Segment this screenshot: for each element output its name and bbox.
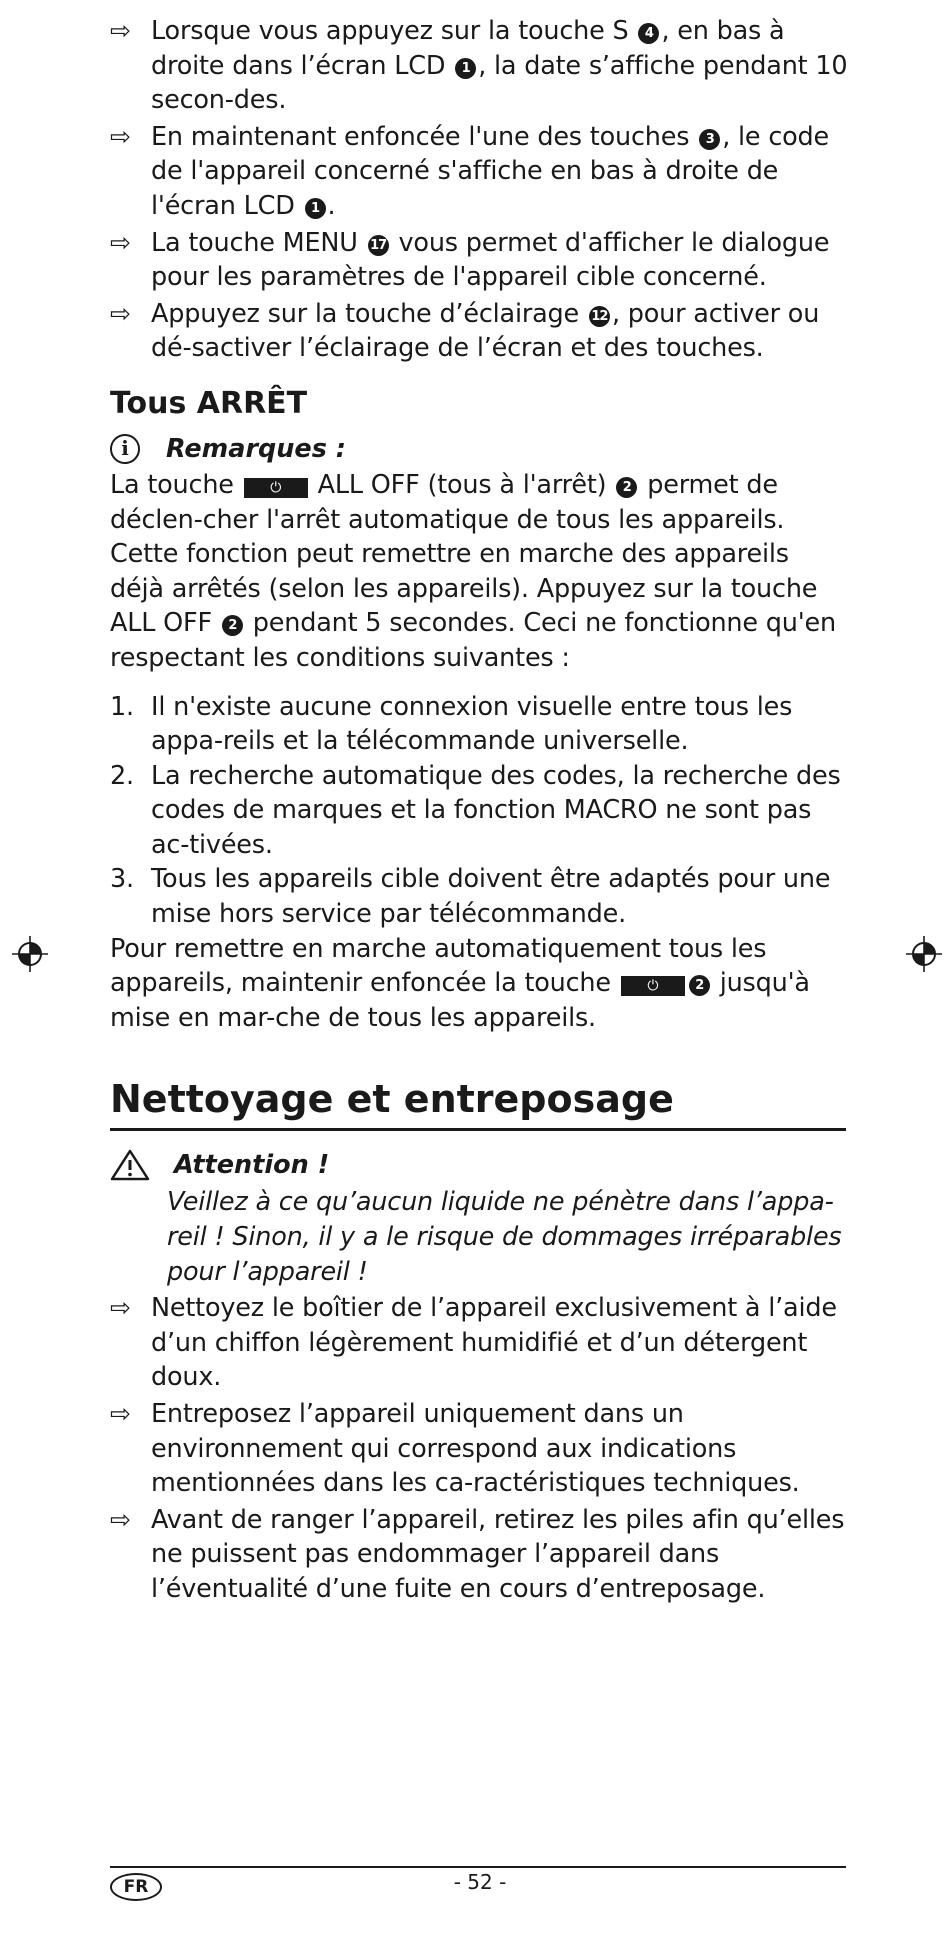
hollow-arrow-icon: ⇨ xyxy=(110,298,131,328)
all-off-restart-paragraph: Pour remettre en marche automatiquement tous les appareils, maintenir enfoncée la touche ⏻ 2 jusqu'à mise en mar-che de tous les appareils. xyxy=(110,933,810,1033)
cleaning-list xyxy=(110,1291,850,1606)
callout-badge: 12 xyxy=(589,306,610,327)
item-text: En maintenant enfoncée l'une des touches xyxy=(151,121,698,152)
list-item xyxy=(110,226,850,295)
manual-page xyxy=(110,14,850,1607)
warning-text: Veillez à ce qu’aucun liquide ne pénètre dans l’appa-reil ! Sinon, il y a le risque de dommages irréparables pour l’appareil ! xyxy=(167,1187,842,1287)
callout-badge: 2 xyxy=(689,975,710,996)
list-item: ⇨ Entreposez l’appareil uniquement dans un environnement qui correspond aux indications mentionnées dans les ca-ractéristiques techniques. xyxy=(110,1399,800,1499)
page-number: - 52 - xyxy=(453,1870,507,1894)
list-item xyxy=(110,120,850,224)
intro-list xyxy=(110,14,850,366)
list-item: 2. La recherche automatique des codes, la recherche des codes de marques et la fonction MACRO ne sont pas ac-tivées. xyxy=(110,760,841,860)
info-icon: i xyxy=(110,434,140,464)
hollow-arrow-icon: ⇨ xyxy=(110,1504,131,1534)
callout-badge: 1 xyxy=(305,198,326,219)
note-header xyxy=(110,430,850,468)
callout-badge: 1 xyxy=(455,58,476,79)
list-item: 3. Tous les appareils cible doivent être adaptés pour une mise hors service par télécommande. xyxy=(110,864,831,930)
registration-mark-icon xyxy=(12,936,48,972)
item-text: , en bas à droite dans l’écran LCD xyxy=(151,16,785,81)
hollow-arrow-icon: ⇨ xyxy=(110,16,131,45)
power-icon: ⏻ xyxy=(244,478,308,498)
item-text: Lorsque vous appuyez sur la touche S xyxy=(151,16,637,46)
item-text: vous permet d'afficher le dialogue pour les paramètres de l'appareil cible concerné. xyxy=(151,227,830,293)
list-item: 1. Il n'existe aucune connexion visuelle entre tous les appa-reils et la télécommande universelle. xyxy=(110,691,793,757)
warning-triangle-icon xyxy=(110,1149,150,1181)
power-icon: ⏻ xyxy=(621,976,685,996)
warning-header xyxy=(110,1145,850,1185)
note-label: Remarques : xyxy=(166,433,346,464)
language-badge: FR xyxy=(110,1873,162,1901)
list-item xyxy=(110,297,850,366)
item-text: , le code de l'appareil concerné s'affiche en bas à droite de l'écran LCD xyxy=(151,121,830,221)
item-text: Appuyez sur la touche d’éclairage xyxy=(151,298,587,329)
hollow-arrow-icon: ⇨ xyxy=(110,1399,131,1428)
hollow-arrow-icon: ⇨ xyxy=(110,227,131,257)
item-text: . xyxy=(327,190,336,221)
section-heading-cleaning: Nettoyage et entreposage xyxy=(110,1073,846,1131)
list-item: ⇨ Nettoyez le boîtier de l’appareil exclusivement à l’aide d’un chiffon légèrement humidifié et d’un détergent doux. xyxy=(110,1293,837,1393)
callout-badge: 2 xyxy=(222,615,243,636)
hollow-arrow-icon: ⇨ xyxy=(110,121,131,151)
item-text: , la date s’affiche pendant 10 secon-des. xyxy=(151,50,848,116)
warning-label: Attention ! xyxy=(174,1150,330,1181)
hollow-arrow-icon: ⇨ xyxy=(110,1293,131,1323)
callout-badge: 3 xyxy=(699,129,720,150)
conditions-list xyxy=(110,690,850,932)
item-text: La touche MENU xyxy=(151,227,366,258)
callout-badge: 4 xyxy=(638,23,659,44)
list-item xyxy=(110,14,850,118)
list-item: ⇨ Avant de ranger l’appareil, retirez les piles afin qu’elles ne puissent pas endommager l’appareil dans l’éventualité d’une fuite en cours d’entreposage. xyxy=(110,1504,845,1604)
all-off-paragraph: La touche ⏻ ALL OFF (tous à l'arrêt) 2 permet de déclen-cher l'arrêt automatique de tous les appareils. Cette fonction peut remettre en marche des appareils déjà arrêtés (selon les appareils). Appuyez sur la touche ALL OFF 2 pendant 5 secondes. Ceci ne fonctionne qu'en respectant les conditions suivantes : xyxy=(110,469,836,673)
registration-mark-icon xyxy=(906,936,942,972)
item-text: , pour activer ou dé-sactiver l’éclairage de l’écran et des touches. xyxy=(151,298,820,364)
section-heading-all-off: Tous ARRÊT xyxy=(110,385,308,421)
callout-badge: 2 xyxy=(616,477,637,498)
callout-badge: 17 xyxy=(368,235,389,256)
